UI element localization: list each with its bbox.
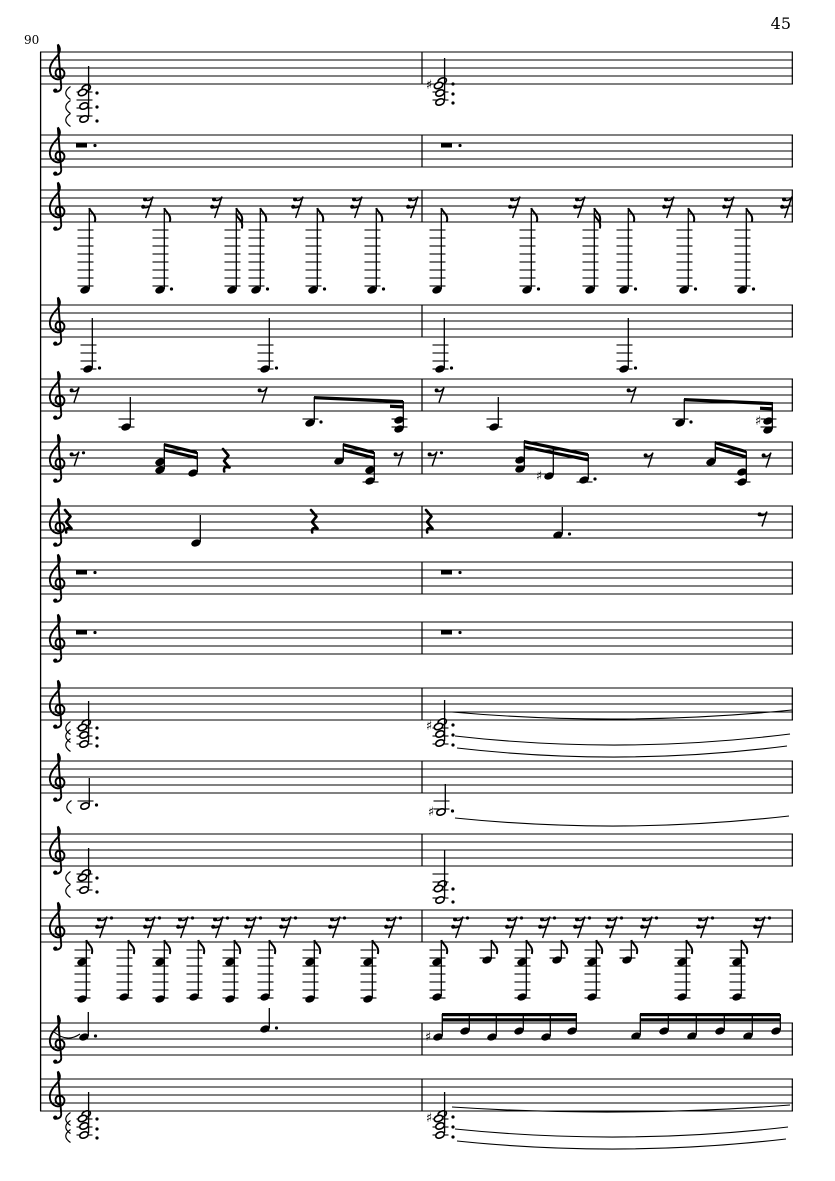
whole-rest bbox=[441, 630, 462, 635]
half-note-chord bbox=[66, 848, 99, 898]
quarter-rest bbox=[223, 449, 230, 472]
sixteenth-rest bbox=[176, 916, 194, 938]
half-note-chord bbox=[426, 700, 455, 747]
eighth-note bbox=[735, 208, 756, 294]
half-note-chord bbox=[426, 58, 455, 106]
staff-lines bbox=[40, 506, 793, 538]
beam-group bbox=[155, 443, 198, 477]
staff-6 bbox=[40, 434, 793, 486]
eighth-note bbox=[365, 208, 386, 294]
quarter-rest bbox=[65, 510, 72, 533]
tie bbox=[54, 1032, 80, 1038]
eighth-rest bbox=[394, 452, 403, 467]
tie-start-arc bbox=[66, 101, 71, 114]
sixteenth-rest bbox=[505, 916, 523, 938]
page-number: 45 bbox=[770, 14, 791, 33]
sixteenth-rest bbox=[696, 916, 714, 938]
quarter-note bbox=[119, 397, 135, 431]
sixteenth-rest bbox=[211, 916, 229, 938]
quarter-note bbox=[260, 1008, 278, 1033]
half-note-chord bbox=[66, 701, 99, 752]
sixteenth-rest bbox=[662, 197, 674, 218]
sixteenth-rest bbox=[384, 916, 402, 938]
eighth-note bbox=[258, 940, 276, 1001]
tie bbox=[455, 1127, 788, 1137]
eighth-note bbox=[480, 940, 498, 964]
tie-start-arc bbox=[67, 801, 72, 814]
whole-rest bbox=[76, 143, 97, 148]
staff-lines bbox=[40, 622, 793, 654]
eighth-note bbox=[75, 940, 93, 1003]
eighth-rest bbox=[644, 453, 653, 468]
sharp-accidental: ♯ bbox=[535, 469, 543, 484]
staff-lines bbox=[40, 379, 793, 411]
sixteenth-rest bbox=[640, 916, 658, 938]
eighth-note bbox=[223, 940, 241, 1003]
sixteenth-rest bbox=[141, 197, 153, 218]
sixteenth-rest bbox=[605, 916, 623, 938]
eighth-note bbox=[117, 940, 135, 1001]
eighth-note bbox=[620, 940, 638, 964]
measure-number: 90 bbox=[24, 33, 40, 47]
staff-lines bbox=[40, 761, 793, 793]
staff-9 bbox=[40, 614, 793, 662]
sixteenth-rest bbox=[573, 916, 591, 938]
tie bbox=[455, 734, 790, 745]
quarter-note bbox=[617, 318, 638, 373]
sixteenth-rest bbox=[780, 197, 792, 218]
staff-7 bbox=[40, 498, 793, 547]
staff-8 bbox=[40, 554, 793, 602]
quarter-note bbox=[81, 318, 102, 373]
sharp-accidental: ♯ bbox=[424, 1030, 432, 1045]
tie-start-arc bbox=[66, 739, 71, 752]
tie bbox=[455, 816, 789, 826]
sixteenth-rest bbox=[753, 916, 771, 938]
tie bbox=[457, 1139, 786, 1149]
staff-lines bbox=[40, 442, 793, 474]
sixteenth-rest bbox=[95, 916, 113, 938]
staff-15 bbox=[40, 1071, 793, 1149]
eighth-note bbox=[520, 208, 541, 294]
staff-3 bbox=[40, 182, 793, 294]
beam-group bbox=[631, 1013, 781, 1040]
half-note-chord bbox=[426, 1092, 455, 1139]
eighth-note bbox=[675, 940, 693, 1001]
sixteenth-rest bbox=[573, 197, 585, 218]
sharp-accidental: ♯ bbox=[425, 78, 433, 93]
sharp-accidental: ♯ bbox=[754, 414, 762, 429]
eighth-note bbox=[153, 208, 174, 294]
staff-11 bbox=[40, 753, 793, 826]
eighth-note bbox=[617, 208, 638, 294]
sixteenth-rest bbox=[722, 197, 734, 218]
quarter-note bbox=[487, 397, 503, 431]
quarter-rest bbox=[311, 510, 318, 533]
eighth-note bbox=[430, 208, 448, 294]
sharp-accidental: ♯ bbox=[425, 1111, 433, 1126]
staff-lines bbox=[40, 1023, 793, 1055]
eighth-note bbox=[306, 208, 327, 294]
tie bbox=[457, 746, 787, 757]
eighth-note bbox=[361, 940, 379, 1003]
quarter-rest bbox=[426, 510, 433, 533]
beam-group bbox=[334, 443, 379, 485]
tie-start-arc bbox=[66, 114, 71, 127]
eighth-note bbox=[585, 940, 603, 1001]
whole-rest bbox=[76, 570, 97, 575]
eighth-rest bbox=[762, 453, 771, 468]
eighth-note bbox=[550, 940, 568, 964]
eighth-note bbox=[187, 940, 205, 1001]
staff-lines bbox=[40, 135, 793, 167]
sixteenth-rest bbox=[406, 197, 418, 218]
beam-group bbox=[515, 440, 597, 484]
staff-lines bbox=[40, 910, 793, 942]
half-note-chord bbox=[66, 66, 99, 127]
eighth-rest bbox=[70, 451, 86, 466]
quarter-note bbox=[258, 318, 279, 373]
beam-group bbox=[303, 396, 408, 433]
tie-start-arc bbox=[66, 1130, 71, 1143]
sixteenth-rest bbox=[279, 916, 297, 938]
sixteenth-rest bbox=[350, 197, 362, 218]
staff-14 bbox=[40, 1008, 793, 1064]
staff-1 bbox=[40, 44, 793, 126]
sixteenth-rest bbox=[291, 197, 303, 218]
whole-rest bbox=[441, 143, 462, 148]
staff-12 bbox=[40, 826, 793, 904]
staff-4 bbox=[40, 297, 793, 373]
quarter-note bbox=[433, 318, 454, 373]
tie-start-arc bbox=[66, 885, 71, 898]
sixteenth-rest bbox=[210, 197, 222, 218]
eighth-note bbox=[249, 208, 270, 294]
sixteenth-rest bbox=[143, 916, 161, 938]
beam-group bbox=[425, 1013, 577, 1045]
quarter-note bbox=[79, 1012, 97, 1041]
sixteenth-note bbox=[583, 208, 601, 294]
eighth-note bbox=[730, 940, 748, 1001]
eighth-note bbox=[153, 940, 171, 1003]
sixteenth-rest bbox=[244, 916, 262, 938]
eighth-note bbox=[677, 208, 698, 294]
eighth-note bbox=[78, 208, 96, 294]
tie-start-arc bbox=[66, 872, 71, 885]
staff-2 bbox=[40, 127, 793, 175]
staff-lines bbox=[40, 1079, 793, 1111]
sixteenth-rest bbox=[508, 197, 520, 218]
beam-group bbox=[706, 441, 751, 486]
staff-lines bbox=[40, 562, 793, 594]
staff-10 bbox=[40, 680, 793, 757]
eighth-note bbox=[515, 940, 533, 1001]
half-note bbox=[428, 784, 454, 820]
staff-lines bbox=[40, 305, 793, 337]
staff-5 bbox=[40, 371, 793, 434]
sixteenth-rest bbox=[451, 916, 469, 938]
sharp-accidental: ♯ bbox=[425, 719, 433, 734]
tie bbox=[452, 710, 792, 719]
quarter-note bbox=[553, 507, 571, 539]
eighth-note bbox=[303, 940, 321, 1003]
staff-lines bbox=[40, 190, 793, 222]
half-note bbox=[67, 778, 98, 814]
staff-lines bbox=[40, 52, 793, 84]
quarter-note bbox=[191, 515, 201, 547]
sixteenth-note bbox=[225, 208, 243, 294]
sharp-accidental: ♯ bbox=[427, 805, 435, 820]
staff-lines bbox=[40, 834, 793, 866]
sixteenth-rest bbox=[538, 916, 556, 938]
eighth-rest bbox=[428, 451, 444, 466]
half-note-chord bbox=[66, 1092, 99, 1143]
tie-start-arc bbox=[66, 87, 71, 100]
whole-rest bbox=[76, 630, 97, 635]
sixteenth-rest bbox=[328, 916, 346, 938]
staff-lines bbox=[40, 688, 793, 720]
whole-rest bbox=[441, 570, 462, 575]
staff-13 bbox=[40, 902, 793, 1003]
eighth-note bbox=[430, 940, 448, 1001]
